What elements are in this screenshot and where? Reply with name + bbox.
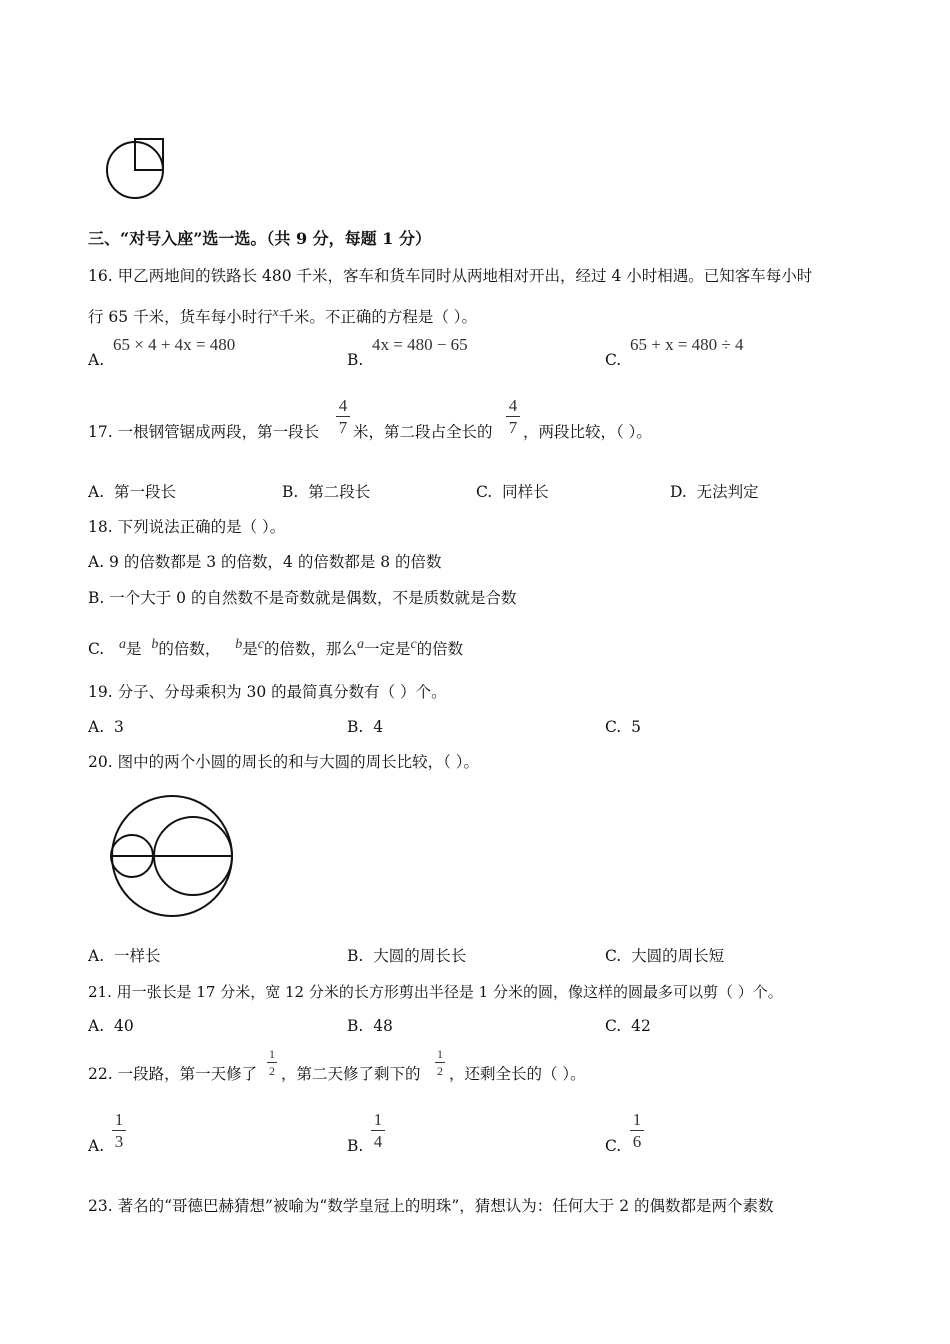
q17-stem-a: 17. 一根钢管锯成两段，第一段长 [88,423,320,441]
q21-option-b[interactable]: B. 48 [347,1017,393,1035]
q20-option-b[interactable]: B. 大圆的周长长 [347,947,467,965]
q16-stem-line2: 行 65 千米，货车每小时行$^x$千米。不正确的方程是（ ）。 [88,304,478,327]
q22-stem-c: ，还剩全长的（ ）。 [449,1065,586,1083]
q17-option-b[interactable]: B. 第二段长 [282,483,371,501]
q22-stem-b: ，第二天修了剩下的 [281,1065,421,1083]
q18-option-a[interactable]: A. 9 的倍数都是 3 的倍数，4 的倍数都是 8 的倍数 [88,553,442,571]
q16-option-a-label[interactable]: A. [88,351,105,369]
q22-option-a-fraction: 1 3 [111,1111,127,1150]
q21-option-a[interactable]: A. 40 [88,1017,134,1035]
q19-option-a[interactable]: A. 3 [88,718,124,736]
q22-option-c-label[interactable]: C. [605,1137,622,1155]
circle-square-figure [100,132,180,212]
q17-fraction-1: 4 7 [335,397,351,436]
q20-stem: 20. 图中的两个小圆的周长的和与大圆的周长比较，（ ）。 [88,753,480,771]
q17-fraction-2: 4 7 [505,397,521,436]
section-header: 三、“对号入座”选一选。（共 9 分，每题 1 分） [88,229,431,248]
q16-option-a-math: 65 × 4 + 4x = 480 [113,335,236,354]
q16-option-b-label[interactable]: B. [347,351,364,369]
q17-option-d[interactable]: D. 无法判定 [670,483,759,501]
q22-option-a-label[interactable]: A. [88,1137,105,1155]
q22-fraction-1: 1 2 [269,1047,275,1078]
q21-option-c[interactable]: C. 42 [605,1017,651,1035]
circles-figure [108,795,238,920]
q22-option-b-label[interactable]: B. [347,1137,364,1155]
q19-option-c[interactable]: C. 5 [605,718,641,736]
q20-option-c[interactable]: C. 大圆的周长短 [605,947,725,965]
q22-fraction-2: 1 2 [437,1047,443,1078]
q18-option-b[interactable]: B. 一个大于 0 的自然数不是奇数就是偶数，不是质数就是合数 [88,589,517,607]
q16-stem-line1: 16. 甲乙两地间的铁路长 480 千米，客车和货车同时从两地相对开出，经过 4 小时相遇。已知客车每小时 [88,267,813,285]
q22-option-c-fraction: 1 6 [629,1111,645,1150]
q16-option-c-label[interactable]: C. [605,351,622,369]
q22-stem-a: 22. 一段路，第一天修了 [88,1065,258,1083]
q22-option-b-fraction: 1 4 [370,1111,386,1150]
q16-option-c-math: 65 + x = 480 ÷ 4 [630,335,744,354]
q18-option-c[interactable]: C. $^a$是 $^b$的倍数， $^b$是$^c$的倍数，那么$^a$一定是$^c$的倍数 [88,637,464,659]
q20-option-a[interactable]: A. 一样长 [88,947,161,965]
q17-stem-b: 米，第二段占全长的 [353,423,493,441]
q19-stem: 19. 分子、分母乘积为 30 的最简真分数有（ ）个。 [88,683,447,701]
q18-stem: 18. 下列说法正确的是（ ）。 [88,518,286,536]
q21-stem: 21. 用一张长是 17 分米，宽 12 分米的长方形剪出半径是 1 分米的圆，像这样的圆最多可以剪（ ）个。 [88,983,783,1001]
q17-stem-c: ，两段比较，（ ）。 [523,423,652,441]
q19-option-b[interactable]: B. 4 [347,718,384,736]
q23-stem-line1: 23. 著名的“哥德巴赫猜想”被喻为“数学皇冠上的明珠”，猜想认为：任何大于 2 的偶数都是两个素数 [88,1197,774,1215]
q17-option-c[interactable]: C. 同样长 [476,483,549,501]
q16-option-b-math: 4x = 480 − 65 [372,335,468,354]
q17-option-a[interactable]: A. 第一段长 [88,483,176,501]
